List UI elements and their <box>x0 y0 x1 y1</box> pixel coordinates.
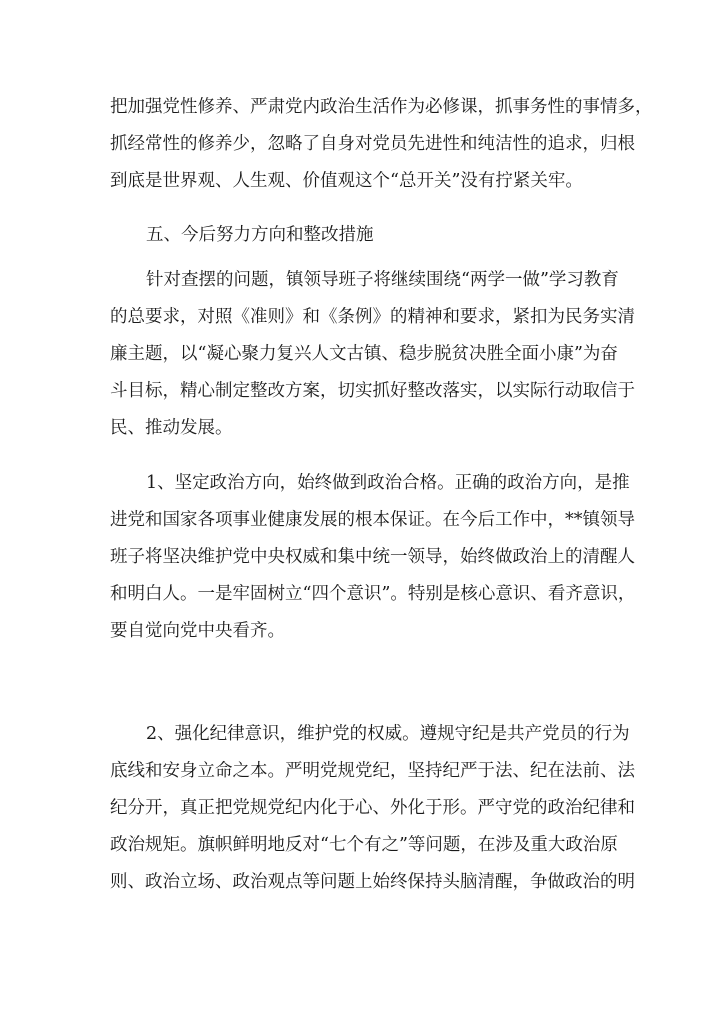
numbered-paragraph-start: 1、坚定政治方向，始终做到政治合格。正确的政治方向，是推 <box>146 473 630 493</box>
text-line: 的总要求，对照《准则》和《条例》的精神和要求，紧扣为民务实清 <box>110 307 635 327</box>
section-heading: 五、今后努力方向和整改措施 <box>146 225 374 245</box>
text-line: 要自觉向党中央看齐。 <box>110 621 285 641</box>
text-line: 廉主题，以“凝心聚力复兴人文古镇、稳步脱贫决胜全面小康”为奋 <box>110 344 618 364</box>
text-line: 底线和安身立命之本。严明党规党纪，坚持纪严于法、纪在法前、法 <box>110 761 635 781</box>
text-line: 和明白人。一是牢固树立“四个意识”。特别是核心意识、看齐意识， <box>110 584 636 604</box>
text-line: 则、政治立场、政治观点等问题上始终保持头脑清醒，争做政治的明 <box>110 872 635 892</box>
text-line: 民、推动发展。 <box>110 418 233 438</box>
text-line: 斗目标，精心制定整改方案，切实抓好整改落实，以实际行动取信于 <box>110 381 635 401</box>
text-line: 把加强党性修养、严肃党内政治生活作为必修课，抓事务性的事情多， <box>110 97 653 117</box>
text-line: 政治规矩。旗帜鲜明地反对“七个有之”等问题，在涉及重大政治原 <box>110 835 618 855</box>
text-line: 针对查摆的问题，镇领导班子将继续围绕“两学一做”学习教育 <box>146 270 619 290</box>
text-line: 班子将坚决维护党中央权威和集中统一领导，始终做政治上的清醒人 <box>110 547 635 567</box>
text-line: 进党和国家各项事业健康发展的根本保证。在今后工作中，**镇领导 <box>110 510 635 530</box>
text-line: 纪分开，真正把党规党纪内化于心、外化于形。严守党的政治纪律和 <box>110 798 635 818</box>
text-line: 到底是世界观、人生观、价值观这个“总开关”没有拧紧关牢。 <box>110 171 583 191</box>
text-line: 抓经常性的修养少，忽略了自身对党员先进性和纯洁性的追求，归根 <box>110 134 635 154</box>
numbered-paragraph-start: 2、强化纪律意识，维护党的权威。遵规守纪是共产党员的行为 <box>146 724 630 744</box>
